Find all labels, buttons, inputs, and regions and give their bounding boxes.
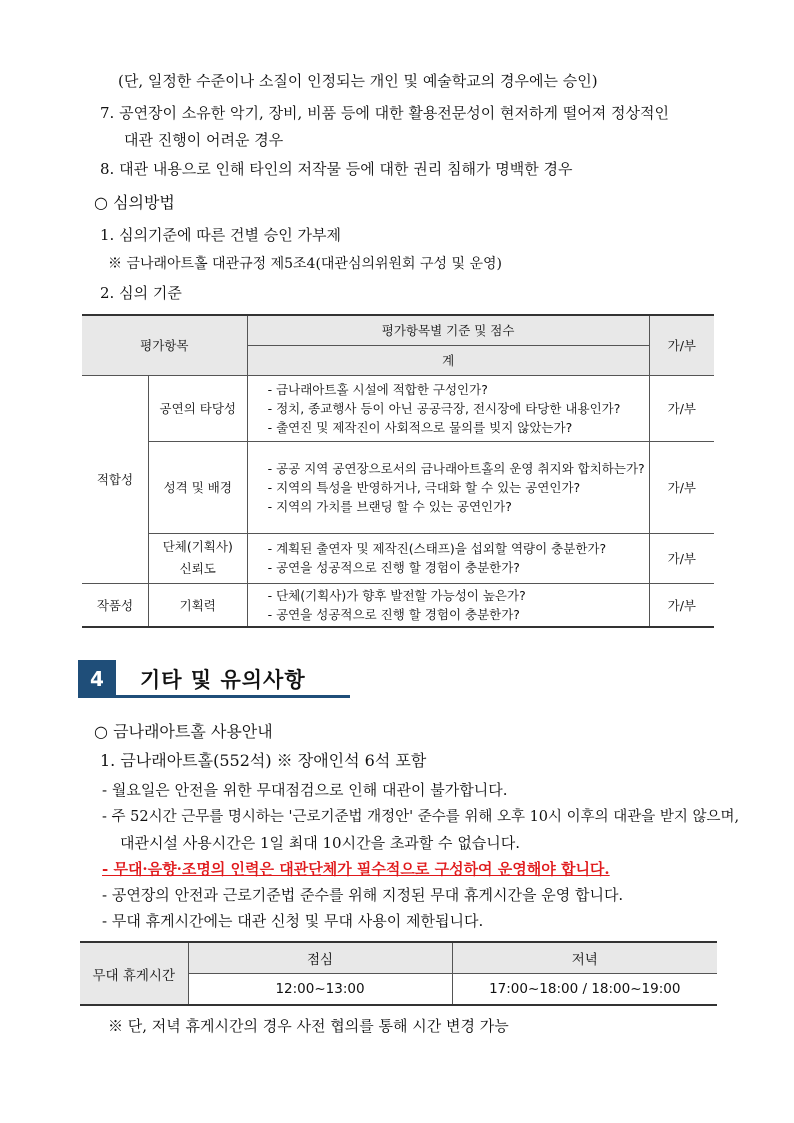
criteria-item: - 공연을 성공적으로 진행 할 경험이 충분한가? <box>267 606 520 622</box>
usage-heading <box>94 722 273 742</box>
section-underline <box>116 695 350 698</box>
usage-bullet: - 공연장의 안전과 근로기준법 준수를 위해 지정된 무대 휴게시간을 운영 합니다. <box>102 886 624 904</box>
review-heading <box>94 193 175 213</box>
usage-bullet-cont: 대관시설 사용시간은 1일 최대 10시간을 초과할 수 없습니다. <box>120 834 521 852</box>
result-cell: 가/부 <box>649 533 714 583</box>
result-cell: 가/부 <box>649 441 714 533</box>
criteria-items <box>247 583 649 627</box>
review-item-1: 1. 심의기준에 따른 건별 승인 가부제 <box>100 226 342 244</box>
sub-item-validity: 공연의 타당성 <box>148 375 247 441</box>
item-7-line1: 7. 공연장이 소유한 악기, 장비, 비품 등에 대한 활용전문성이 현저하게 떨어져 정상적인 <box>100 104 669 122</box>
usage-bullet: - 무대 휴게시간에는 대관 신청 및 무대 사용이 제한됩니다. <box>102 912 484 930</box>
usage-heading-text: 금나래아트홀 사용안내 <box>113 722 273 741</box>
sub-item-line: 단체(기획사) <box>162 539 233 554</box>
item-7-line2: 대관 진행이 어려운 경우 <box>124 131 284 149</box>
usage-item-1: 1. 금나래아트홀(552석) ※ 장애인석 6석 포함 <box>100 751 427 770</box>
criteria-item: - 공공 지역 공연장으로서의 금나래아트홀의 운영 취지와 합치하는가? <box>267 460 645 476</box>
review-note: ※ 금나래아트홀 대관규정 제5조4(대관심의위원회 구성 및 운영) <box>108 256 503 272</box>
criteria-item: - 정치, 종교행사 등이 아닌 공공극장, 전시장에 타당한 내용인가? <box>267 400 621 416</box>
criteria-item: - 지역의 특성을 반영하거나, 극대화 할 수 있는 공연인가? <box>267 479 581 495</box>
criteria-table <box>82 314 714 628</box>
review-heading-text: 심의방법 <box>113 193 175 212</box>
section-4-header <box>78 660 350 698</box>
col-header-criteria: 평가항목별 기준 및 점수 <box>247 315 649 345</box>
criteria-item: - 출연진 및 제작진이 사회적으로 물의를 빚지 않았는가? <box>267 419 573 435</box>
circle-bullet-icon: ○ <box>94 193 108 212</box>
group-artistry: 작품성 <box>82 583 148 627</box>
col-header-eval: 평가항목 <box>82 315 247 375</box>
col-header-result: 가/부 <box>649 315 714 375</box>
criteria-items <box>247 441 649 533</box>
result-cell: 가/부 <box>649 375 714 441</box>
criteria-item: - 지역의 가치를 브랜딩 할 수 있는 공연인가? <box>267 498 512 514</box>
sub-item-line: 신뢰도 <box>179 561 216 576</box>
section-number-badge: 4 <box>78 660 116 698</box>
criteria-item: - 공연을 성공적으로 진행 할 경험이 충분한가? <box>267 560 520 575</box>
rest-time-label: 무대 휴게시간 <box>80 942 188 1005</box>
group-suitability: 적합성 <box>82 375 148 583</box>
sub-item-reliability <box>148 533 247 583</box>
dinner-header: 저녁 <box>452 942 717 974</box>
usage-bullet: - 월요일은 안전을 위한 무대점검으로 인해 대관이 불가합니다. <box>102 781 508 799</box>
sub-item-planning: 기획력 <box>148 583 247 627</box>
criteria-items <box>247 375 649 441</box>
usage-bullet: - 주 52시간 근무를 명시하는 '근로기준법 개정안' 준수를 위해 오후 10시 이후의 대관을 받지 않으며, <box>102 809 740 825</box>
rest-footnote: ※ 단, 저녁 휴게시간의 경우 사전 협의를 통해 시간 변경 가능 <box>108 1017 509 1035</box>
criteria-item: - 계획된 출연자 및 제작진(스태프)을 섭외할 역량이 충분한가? <box>267 541 607 556</box>
sub-item-character: 성격 및 배경 <box>148 441 247 533</box>
criteria-item: - 금나래아트홀 시설에 적합한 구성인가? <box>267 381 488 397</box>
section-title: 기타 및 유의사항 <box>140 668 306 692</box>
lunch-time: 12:00~13:00 <box>188 974 452 1006</box>
item-8: 8. 대관 내용으로 인해 타인의 저작물 등에 대한 권리 침해가 명백한 경우 <box>100 160 573 178</box>
review-item-2: 2. 심의 기준 <box>100 284 182 302</box>
approval-note: (단, 일정한 수준이나 소질이 인정되는 개인 및 예술학교의 경우에는 승인) <box>118 72 598 90</box>
lunch-header: 점심 <box>188 942 452 974</box>
dinner-time: 17:00~18:00 / 18:00~19:00 <box>452 974 717 1006</box>
rest-time-table <box>80 941 717 1006</box>
criteria-item: - 단체(기획사)가 향후 발전할 가능성이 높은가? <box>267 587 526 603</box>
usage-bullet-emphasis: - 무대·음향·조명의 인력은 대관단체가 필수적으로 구성하여 운영해야 합니다. <box>102 860 610 878</box>
circle-bullet-icon: ○ <box>94 722 108 741</box>
result-cell: 가/부 <box>649 583 714 627</box>
col-header-sub: 계 <box>247 345 649 375</box>
criteria-items <box>247 533 649 583</box>
